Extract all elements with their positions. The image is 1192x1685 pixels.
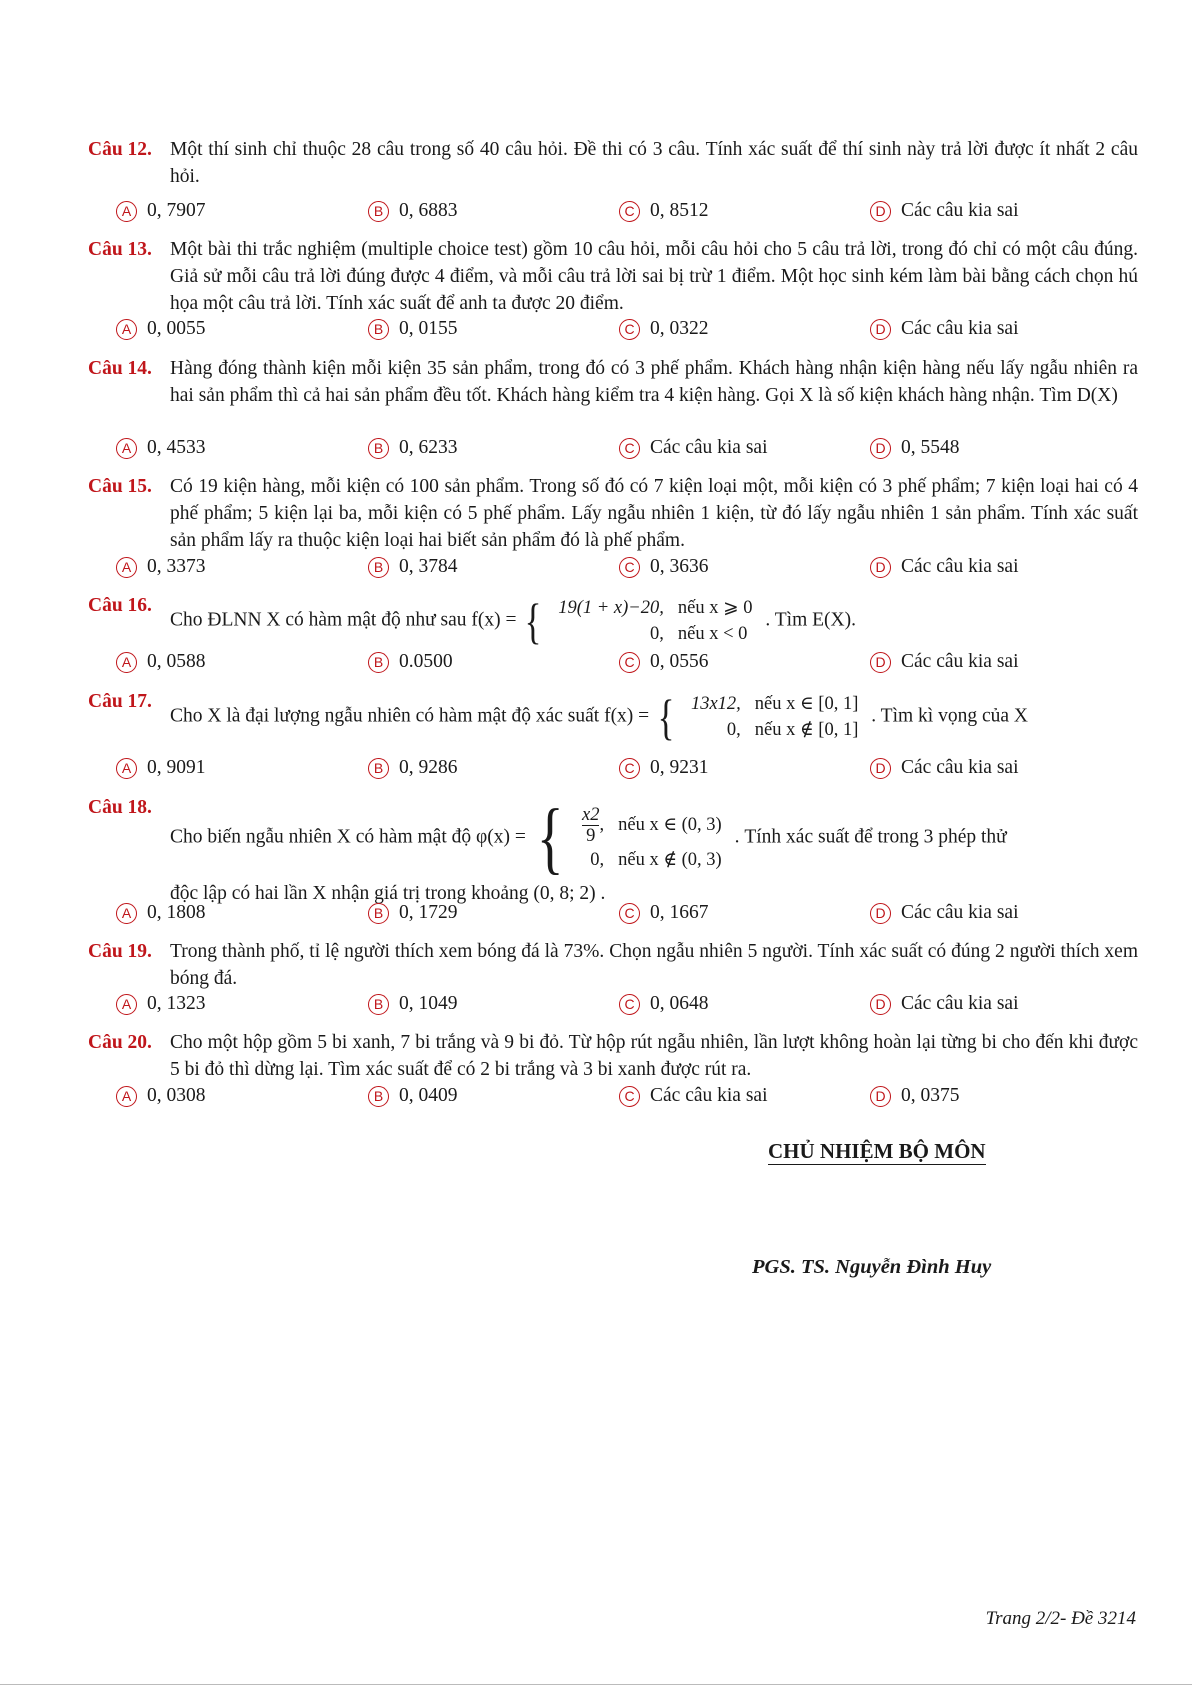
question-16 [88,592,1138,648]
options-row [116,651,1136,678]
option-letter: A [116,903,137,924]
option-text: 0, 0409 [399,1085,458,1106]
option-text: 0, 0322 [650,318,709,339]
option-text: Các câu kia sai [650,1085,768,1106]
option-letter: D [870,652,891,673]
option-text: 0, 1729 [399,902,458,923]
question-text: Hàng đóng thành kiện mỗi kiện 35 sản phẩm, trong đó có 3 phế phẩm. Khách hàng nhận kiện hàng nếu lấy ngẫu nhiên ra hai sản phẩm thì cả hai sản phẩm đều tốt. Khách hàng kiểm tra 4 kiện hàng. Gọi X là số kiện khách hàng nhận. Tìm D(X) [170,358,1138,406]
option-text: 0, 4533 [147,437,206,458]
piecewise-cases [683,690,866,744]
option-letter: A [116,438,137,459]
option-b[interactable] [368,902,458,924]
brace-icon: { [657,689,675,745]
option-letter: D [870,903,891,924]
option-text: 0, 6233 [399,437,458,458]
fraction [582,805,599,846]
option-letter: C [619,903,640,924]
option-a[interactable] [116,1085,206,1107]
options-row [116,902,1136,929]
option-letter: A [116,652,137,673]
case-cond: nếu x ∈ [0, 1] [754,694,859,714]
option-letter: D [870,557,891,578]
option-text: Các câu kia sai [901,757,1019,778]
option-letter: D [870,758,891,779]
options-row [116,757,1136,784]
option-letter: B [368,319,389,340]
option-text: 0, 9231 [650,757,709,778]
option-a[interactable] [116,200,206,222]
case-cond: nếu x ⩾ 0 [677,598,753,618]
question-text: Một bài thi trắc nghiệm (multiple choice test) gồm 10 câu hỏi, mỗi câu hỏi cho 5 câu trả lời, trong đó chỉ có một câu đúng. Giả sử mỗi câu trả lời đúng được 4 điểm, và mỗi câu trả lời sai bị trừ 1 điểm. Một học sinh kém làm bài bằng cách chọn hú họa một câu trả lời. Tính xác suất để anh ta được 20 điểm. [170,239,1138,314]
option-b[interactable] [368,993,458,1015]
option-text: Các câu kia sai [650,437,768,458]
option-d[interactable] [870,757,1019,779]
option-a[interactable] [116,318,206,340]
option-a[interactable] [116,757,206,779]
option-text: Các câu kia sai [901,556,1019,577]
fraction-numerator: x2 [582,804,600,825]
options-row [116,318,1136,345]
option-c[interactable] [619,437,768,459]
option-letter: C [619,319,640,340]
option-letter: C [619,557,640,578]
option-text: 0, 0055 [147,318,206,339]
case-expr: 0, [726,720,741,740]
option-letter: A [116,201,137,222]
case-cond: nếu x ∉ (0, 3) [618,849,722,870]
option-a[interactable] [116,437,206,459]
option-a[interactable] [116,556,206,578]
option-text: 0, 0588 [147,651,206,672]
question-19 [88,938,1138,992]
option-letter: D [870,319,891,340]
option-text: 0, 1049 [399,993,458,1014]
option-letter: A [116,557,137,578]
options-row [116,200,1136,227]
question-text: Cho một hộp gồm 5 bi xanh, 7 bi trắng và 9 bi đỏ. Từ hộp rút ngẫu nhiên, lần lượt không hoàn lại từng bi cho đến khi được 5 bi đỏ thì dừng lại. Tìm xác suất để có 2 bi trắng và 3 bi xanh được rút ra. [170,1032,1138,1080]
option-text: Các câu kia sai [901,651,1019,672]
options-row [116,556,1136,583]
text-after: . Tìm kì vọng của X [871,705,1028,727]
case-expr: 0, [590,849,605,870]
option-text: 0, 0375 [901,1085,960,1106]
case-cond: nếu x < 0 [677,624,748,644]
case-expr: 13x12, [690,694,741,714]
option-letter: D [870,994,891,1015]
fraction-denominator: 9 [582,825,599,846]
option-text: 0, 3373 [147,556,206,577]
question-18 [88,794,1138,907]
signature-title: CHỦ NHIỆM BỘ MÔN [768,1139,986,1163]
option-letter: A [116,994,137,1015]
option-letter: B [368,652,389,673]
option-c[interactable] [619,1085,768,1107]
question-label: Câu 16. [88,595,152,616]
brace-icon: { [524,593,542,649]
option-a[interactable] [116,993,206,1015]
option-a[interactable] [116,902,206,924]
question-label: Câu 14. [88,358,152,379]
option-text: 0, 9286 [399,757,458,778]
option-text: 0, 5548 [901,437,960,458]
option-text: Các câu kia sai [901,318,1019,339]
option-letter: B [368,758,389,779]
option-b[interactable] [368,437,458,459]
option-letter: C [619,438,640,459]
option-d[interactable] [870,1085,960,1107]
question-12 [88,136,1138,190]
option-text: 0, 9091 [147,757,206,778]
text-after: . Tính xác suất để trong 3 phép thử [734,826,1007,848]
option-letter: B [368,438,389,459]
option-letter: B [368,557,389,578]
piecewise-cases: $\frac{x2}{9}$ , nếu x ∈ (0, 3) 0, nếu x ∉ (0, 3) [574,803,730,874]
option-d[interactable] [870,437,960,459]
option-text: 0, 1808 [147,902,206,923]
option-text: Các câu kia sai [901,993,1019,1014]
option-text: 0, 3636 [650,556,709,577]
question-14 [88,355,1138,409]
option-letter: C [619,1086,640,1107]
option-text: 0, 0308 [147,1085,206,1106]
option-c[interactable] [619,651,709,673]
option-letter: C [619,994,640,1015]
option-text: Các câu kia sai [901,200,1019,221]
text-after: . Tìm E(X). [765,609,857,631]
option-d[interactable] [870,200,1019,222]
question-label: Câu 17. [88,691,152,712]
option-letter: C [619,201,640,222]
text-before: Cho biến ngẫu nhiên X có hàm mật độ φ(x) = [170,826,526,848]
option-b[interactable] [368,1085,458,1107]
options-row [116,1085,1136,1112]
question-17 [88,688,1138,744]
option-d[interactable] [870,993,1019,1015]
piecewise-cases [550,594,760,648]
option-letter: B [368,1086,389,1107]
option-letter: D [870,201,891,222]
option-letter: A [116,758,137,779]
option-b[interactable] [368,757,458,779]
option-c[interactable] [619,993,709,1015]
option-a[interactable] [116,651,206,673]
question-13 [88,236,1138,317]
question-text: Trong thành phố, tỉ lệ người thích xem bóng đá là 73%. Chọn ngẫu nhiên 5 người. Tính xác suất có đúng 2 người thích xem bóng đá. [170,941,1138,989]
question-text: Có 19 kiện hàng, mỗi kiện có 100 sản phẩm. Trong số đó có 7 kiện loại một, mỗi kiện có 3 phế phẩm; 7 kiện loại hai có 4 phế phẩm; 5 kiện lại ba, mỗi kiện có 5 phế phẩm. Lấy ngẫu nhiên 1 kiện, từ đó lấy ngẫu nhiên 1 sản phẩm. Tính xác suất sản phẩm lấy ra thuộc kiện loại hai biết sản phẩm đó là phế phẩm. [170,476,1138,551]
option-letter: A [116,319,137,340]
brace-icon: { [536,794,564,882]
question-label: Câu 13. [88,239,152,260]
option-letter: D [870,438,891,459]
option-text: 0, 8512 [650,200,709,221]
question-label: Câu 19. [88,941,152,962]
option-text: 0, 0556 [650,651,709,672]
option-letter: B [368,994,389,1015]
option-letter: A [116,1086,137,1107]
option-text: 0, 0155 [399,318,458,339]
option-b[interactable] [368,556,458,578]
question-label: Câu 15. [88,476,152,497]
option-c[interactable] [619,200,709,222]
option-letter: B [368,903,389,924]
option-text: 0, 1667 [650,902,709,923]
option-letter: B [368,201,389,222]
page-footer: Trang 2/2- Đề 3214 [985,1608,1136,1629]
case-cond: nếu x ∈ (0, 3) [618,815,722,835]
option-c[interactable] [619,556,709,578]
question-label: Câu 12. [88,139,152,160]
question-text [170,794,1138,882]
question-text [170,592,1138,648]
signature-name: PGS. TS. Nguyễn Đình Huy [752,1256,992,1278]
case-cond: nếu x ∉ [0, 1] [754,720,859,740]
question-label: Câu 18. [88,797,152,818]
question-label: Câu 20. [88,1032,152,1053]
option-b[interactable] [368,200,458,222]
options-row [116,993,1136,1020]
option-text: 0, 3784 [399,556,458,577]
question-text [170,688,1138,744]
question-text: Một thí sinh chỉ thuộc 28 câu trong số 40 câu hỏi. Đề thi có 3 câu. Tính xác suất để thí sinh này trả lời được ít nhất 2 câu hỏi. [170,139,1138,187]
question-text-line2: độc lập có hai lần X nhận giá trị trong khoảng (0, 8; 2) . [170,883,606,904]
option-letter: C [619,758,640,779]
case-expr: 19(1 + x)−20, [558,598,664,618]
option-letter: D [870,1086,891,1107]
option-d[interactable] [870,318,1019,340]
option-c[interactable] [619,902,709,924]
case-expr: 0, [650,624,664,644]
option-text: Các câu kia sai [901,902,1019,923]
option-d[interactable] [870,902,1019,924]
option-text: 0, 0648 [650,993,709,1014]
option-c[interactable] [619,757,709,779]
option-d[interactable] [870,556,1019,578]
text-before: Cho X là đại lượng ngẫu nhiên có hàm mật độ xác suất f(x) = [170,705,650,727]
option-text: 0, 1323 [147,993,206,1014]
option-b[interactable] [368,318,458,340]
text-before: Cho ĐLNN X có hàm mật độ như sau f(x) = [170,609,517,631]
option-text: 0.0500 [399,651,453,672]
option-letter: C [619,652,640,673]
option-d[interactable] [870,651,1019,673]
option-text: 0, 6883 [399,200,458,221]
option-b[interactable] [368,651,453,673]
option-c[interactable] [619,318,709,340]
question-15 [88,473,1138,554]
options-row [116,437,1136,464]
option-text: 0, 7907 [147,200,206,221]
question-20 [88,1029,1138,1083]
